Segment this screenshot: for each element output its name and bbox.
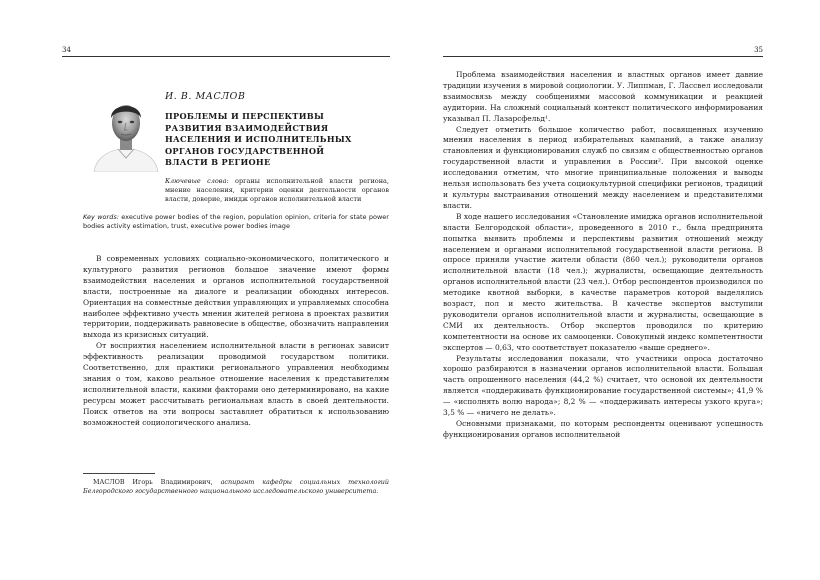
article-author: И. В. МАСЛОВ xyxy=(165,91,246,102)
paragraph: От восприятия населением исполнительной власти в регионах зависит эффективность реализации проводимой государством политики. Соответственно, для практики регионального управления необходимы знания о том, каково реальное отношение населения к представителям исполнительной власти, какими факторами оно детерминировано, на какие ресурсы может рассчитывать региональная власть в своей деятельности. Поиск ответов на эти вопросы заставляет обратиться к использованию возможностей социологического анализа. xyxy=(83,341,389,427)
keywords-ru-text: органы исполнительной власти региона, мнение населения, критерии оценки деятельности органов власти, доверие, имидж органов исполнительной власти xyxy=(165,177,389,204)
paragraph: Следует отметить большое количество работ, посвященных изучению мнения населения в период избирательных кампаний, а также анализу становления и функционирования служб по связям с общественностью органов государственной власти и управления в России². При высокой оценке исследования отметим, что многие принципиальные положения и выводы нельзя использовать без учета социокультурной специфики регионов, традиций и культуры выстраивания отношений между населением и представителями власти. xyxy=(443,124,763,210)
keywords-en-label: Key words: xyxy=(83,213,119,221)
left-page xyxy=(0,0,405,580)
header-rule xyxy=(62,56,390,57)
author-photo xyxy=(90,92,162,172)
footnote-text: аспирант кафедры социальных технологий Белгородского государственного национального исследовательского университета. xyxy=(83,478,389,496)
footnote-author: МАСЛОВ Игорь Владимирович, xyxy=(93,478,213,486)
keywords-ru-label: Ключевые слова: xyxy=(165,177,229,185)
keywords-russian xyxy=(165,177,389,205)
left-body-text xyxy=(83,254,389,429)
keywords-english xyxy=(83,213,389,231)
author-portrait xyxy=(90,92,162,172)
header-rule xyxy=(443,56,763,57)
page-number: 34 xyxy=(62,46,71,54)
keywords-en-text: executive power bodies of the region, population opinion, criteria for state power bodies activity estimation, trust, executive power bodies image xyxy=(83,213,389,231)
author-footnote xyxy=(83,478,389,496)
paragraph: Проблема взаимодействия населения и властных органов имеет давние традиции изучения в мировой социологии. У. Липпман, Г. Лассвел исследовали взаимосвязь между сообщениями массовой коммуникации и реакцией аудитории. На сложный социальный контекст политического информирования указывал П. Лазарсфельд¹. xyxy=(443,70,763,123)
right-page xyxy=(415,0,820,580)
right-body-text xyxy=(443,70,763,441)
paragraph: В современных условиях социально-экономического, политического и культурного развития регионов большое значение имеют формы взаимодействия населения и органов исполнительной государственной власти, построенные на диалоге и реализации обоюдных интересов. Ориентация на совместные действия управляющих и управляемых способна наиболее эффективно учесть мнения жителей региона в проектах развития территории, поддерживать равновесие в обществе, обозначить направления выхода из кризисных ситуаций. xyxy=(83,254,389,340)
paragraph: Результаты исследования показали, что участники опроса достаточно хорошо разбираются в назначении органов исполнительной власти. Большая часть опрошенного населения (44,2 %) считает, что основой их деятельности является «поддерживать функционирование государственной системы»; 41,9 % — «исполнять волю народа»; 8,2 % — «поддерживать интересы узкого круга»; 3,5 % — «ничего не делать». xyxy=(443,353,763,418)
page-number: 35 xyxy=(754,46,763,54)
footnote-rule xyxy=(83,473,155,474)
article-title: ПРОБЛЕМЫ И ПЕРСПЕКТИВЫ РАЗВИТИЯ ВЗАИМОДЕЙСТВИЯ НАСЕЛЕНИЯ И ИСПОЛНИТЕЛЬНЫХ ОРГАНОВ ГОСУДАРСТВЕННОЙ ВЛАСТИ В РЕГИОНЕ xyxy=(165,111,352,168)
paragraph: Основными признаками, по которым респонденты оценивают успешность функционирования органов исполнительной xyxy=(443,419,763,439)
paragraph: В ходе нашего исследования «Становление имиджа органов исполнительной власти Белгородской области», проведенного в 2010 г., была предпринята попытка выявить проблемы и перспективы развития отношений между населением и органами исполнительной государственной власти региона. В опросе приняли участие жители области (860 чел.); руководители органов исполнительной власти (18 чел.); журналисты, освещающие деятельность органов исполнительной власти (23 чел.). Отбор респондентов производился по методике квотной выборки, в качестве параметров которой выделялись возраст, пол и место жительства. В качестве экспертов выступили руководители органов исполнительной власти и журналисты, освещающие в СМИ их деятельность. Отбор экспертов проводился по критерию компетентности на основе их самооценки. Совокупный индекс компетентности экспертов — 0,63, что соответствует показателю «выше среднего». xyxy=(443,211,763,352)
